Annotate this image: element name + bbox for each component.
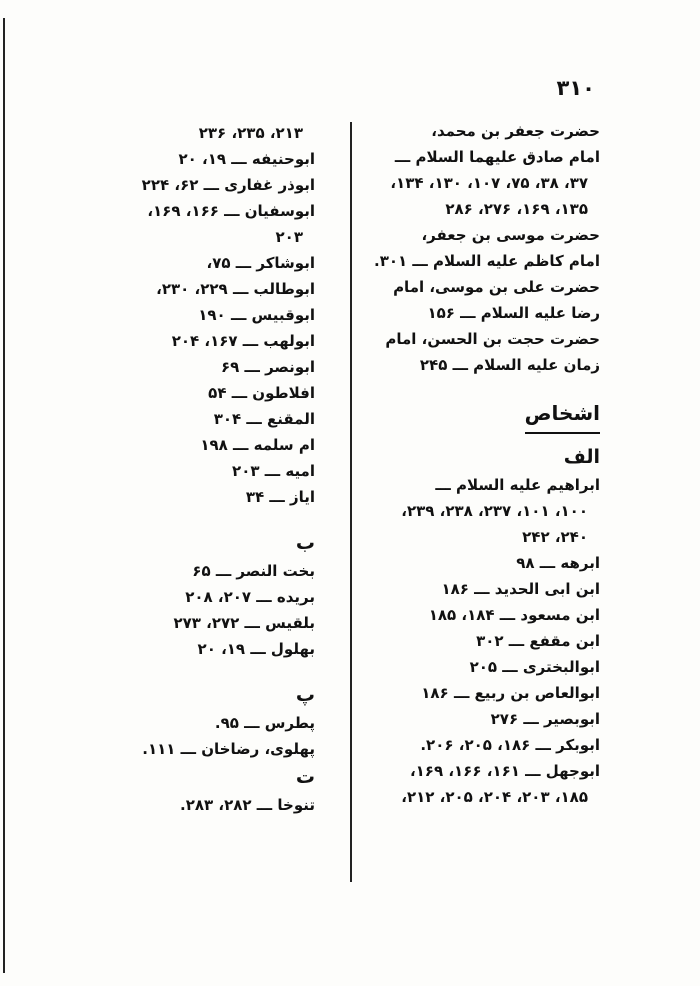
index-entry-line: بخت النصر ـــ ۶۵ [192, 562, 315, 580]
index-entry-line: حضرت حجت بن الحسن، امام [385, 330, 600, 348]
index-entry-line: ام سلمه ـــ ۱۹۸ [200, 436, 315, 454]
index-entry-line: ابوبصیر ـــ ۲۷۶ [490, 710, 600, 728]
letter-heading: الف [563, 446, 600, 468]
index-entry-line: پطرس ـــ ۹۵. [214, 714, 315, 732]
index-entry-line: ابونصر ـــ ۶۹ [220, 358, 315, 376]
index-entry-line: ۲۴۰، ۲۴۲ [522, 528, 588, 546]
index-entry-line: ۲۱۳، ۲۳۵، ۲۳۶ [198, 124, 303, 142]
index-entry-line: ابوبکر ـــ ۱۸۶، ۲۰۵، ۲۰۶. [420, 736, 600, 754]
index-entry-line: ۱۳۵، ۱۶۹، ۲۷۶، ۲۸۶ [445, 200, 588, 218]
index-entry-line: ابوحنیفه ـــ ۱۹، ۲۰ [178, 150, 315, 168]
index-entry-line: افلاطون ـــ ۵۴ [208, 384, 315, 402]
scan-edge-line [3, 18, 5, 973]
index-entry-line: ۳۷، ۳۸، ۷۵، ۱۰۷، ۱۳۰، ۱۳۴، [390, 174, 588, 192]
index-entry-line: حضرت موسی بن جعفر، [421, 226, 600, 244]
index-entry-line: بریده ـــ ۲۰۷، ۲۰۸ [185, 588, 315, 606]
index-entry-line: بلقیس ـــ ۲۷۲، ۲۷۳ [173, 614, 315, 632]
index-entry-line: ابوجهل ـــ ۱۶۱، ۱۶۶، ۱۶۹، [409, 762, 600, 780]
page-number: ۳۱۰ [556, 76, 595, 100]
letter-heading: ب [295, 532, 315, 554]
index-entry-line: ۱۸۵، ۲۰۳، ۲۰۴، ۲۰۵، ۲۱۲، [401, 788, 588, 806]
index-entry-line: ابن ابی الحدید ـــ ۱۸۶ [441, 580, 600, 598]
column-divider [350, 122, 352, 882]
index-entry-line: بهلول ـــ ۱۹، ۲۰ [197, 640, 315, 658]
index-entry-line: ابن مقفع ـــ ۳۰۲ [476, 632, 600, 650]
letter-heading: پ [295, 684, 315, 706]
spacer [85, 510, 315, 528]
spacer [85, 662, 315, 680]
index-entry-line: ایاز ـــ ۳۴ [245, 488, 315, 506]
index-entry-line: ابوالبختری ـــ ۲۰۵ [469, 658, 600, 676]
index-entry-line: ۲۰۳ [275, 228, 303, 246]
spacer [370, 378, 600, 396]
section-heading-wrap [370, 396, 600, 442]
index-entry-line: امام صادق علیهما السلام ـــ [394, 148, 600, 166]
index-entry-line: حضرت علی بن موسی، امام [393, 278, 600, 296]
index-entry-line: ابوذر غفاری ـــ ۶۲، ۲۲۴ [141, 176, 315, 194]
index-column-left [85, 120, 315, 818]
index-entry-line: ابوسفیان ـــ ۱۶۶، ۱۶۹، [147, 202, 315, 220]
letter-heading: ت [295, 766, 315, 788]
index-entry-line: ابوقبیس ـــ ۱۹۰ [198, 306, 315, 324]
index-column-right [370, 118, 600, 810]
index-entry-line: المقنع ـــ ۳۰۴ [213, 410, 315, 428]
index-entry-line: رضا علیه السلام ـــ ۱۵۶ [427, 304, 600, 322]
section-heading: اشخاص [525, 396, 600, 434]
index-entry-line: امام کاظم علیه السلام ـــ ۳۰۱. [374, 252, 600, 270]
index-entry-line: ابراهیم علیه السلام ـــ [435, 476, 600, 494]
index-entry-line: پهلوی، رضاخان ـــ ۱۱۱. [142, 740, 315, 758]
index-entry-line: ابن مسعود ـــ ۱۸۴، ۱۸۵ [428, 606, 600, 624]
index-entry-line: تنوخا ـــ ۲۸۲، ۲۸۳. [180, 796, 315, 814]
index-entry-line: ۱۰۰، ۱۰۱، ۲۳۷، ۲۳۸، ۲۳۹، [401, 502, 588, 520]
index-entry-line: ابوطالب ـــ ۲۲۹، ۲۳۰، [156, 280, 315, 298]
index-entry-line: حضرت جعفر بن محمد، [431, 122, 600, 140]
index-entry-line: ابرهه ـــ ۹۸ [516, 554, 600, 572]
index-entry-line: ابولهب ـــ ۱۶۷، ۲۰۴ [171, 332, 315, 350]
index-entry-line: امیه ـــ ۲۰۳ [232, 462, 315, 480]
index-entry-line: زمان علیه السلام ـــ ۲۴۵ [419, 356, 600, 374]
index-entry-line: ابوالعاص بن ربیع ـــ ۱۸۶ [421, 684, 600, 702]
index-entry-line: ابوشاکر ـــ ۷۵، [206, 254, 315, 272]
